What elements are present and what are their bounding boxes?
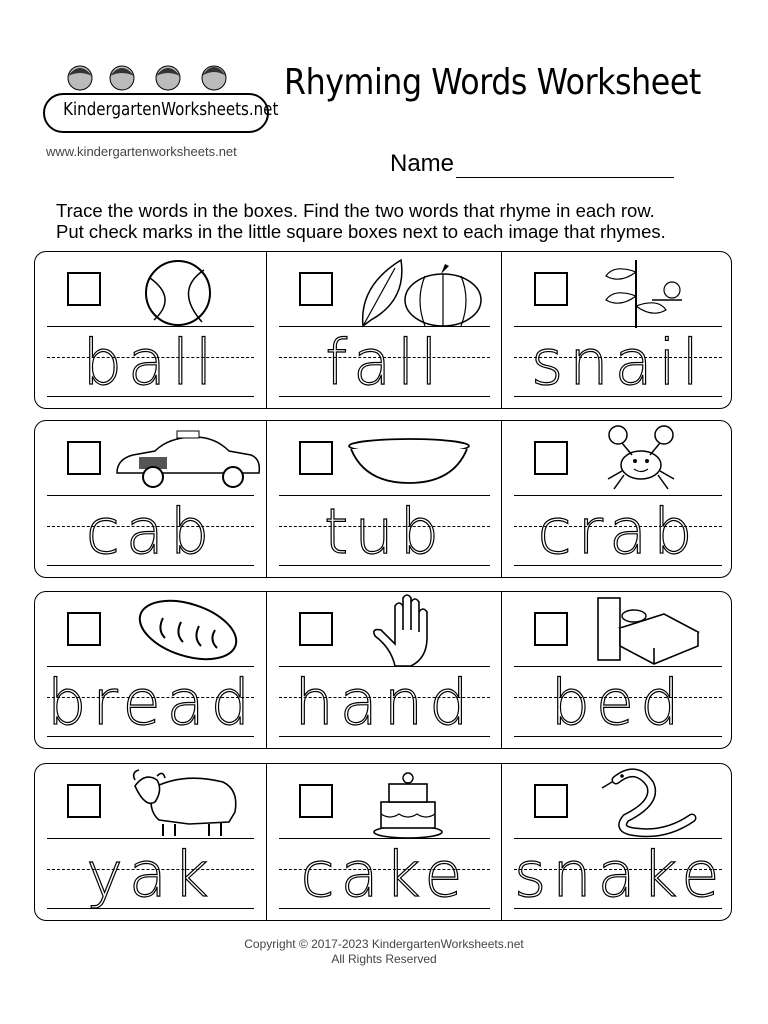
footer [0,937,768,967]
taxi-cab-icon [111,429,263,491]
snake-icon [598,766,698,840]
rhyme-checkbox[interactable] [67,272,101,306]
site-url[interactable]: www.kindergartenworksheets.net [46,144,237,159]
rhyme-checkbox[interactable] [67,612,101,646]
word-cell [35,421,266,577]
word-cell [501,764,734,920]
rhyme-checkbox[interactable] [534,612,568,646]
cake-icon [371,766,445,840]
rhyme-checkbox[interactable] [299,441,333,475]
instructions [56,200,736,242]
rhyme-checkbox[interactable] [299,784,333,818]
trace-word: hand [294,666,475,739]
worksheet-row [34,763,732,921]
worksheet-row [34,591,732,749]
rhyme-checkbox[interactable] [534,272,568,306]
instruction-line: Put check marks in the little square boxes next to each image that rhymes. [56,221,666,242]
copyright-text: Copyright © 2017-2023 KindergartenWorksheets.net [244,937,524,951]
rhyme-checkbox[interactable] [299,612,333,646]
bread-icon [135,598,241,662]
worksheet-row [34,420,732,578]
word-cell [35,252,266,408]
hand-icon [365,594,449,668]
yak-icon [129,766,241,840]
trace-word: cab [85,495,216,568]
bed-icon [594,594,702,668]
rhyme-checkbox[interactable] [67,784,101,818]
trace-word: tub [324,495,445,568]
trace-word: crab [537,495,699,568]
tub-icon [345,437,473,487]
word-cell [266,764,502,920]
word-cell [266,592,502,748]
word-cell [266,252,502,408]
page-title: Rhyming Words Worksheet [284,62,701,103]
trace-word: cake [300,838,469,911]
rhyme-checkbox[interactable] [534,784,568,818]
trace-word: bread [47,666,256,739]
name-blank[interactable] [456,151,674,178]
rhyme-checkbox[interactable] [67,441,101,475]
word-cell [501,252,734,408]
logo-text: KindergartenWorksheets.net [63,100,279,120]
worksheet-row [34,251,732,409]
word-cell [35,764,266,920]
name-field[interactable] [390,150,674,178]
site-logo [40,58,279,138]
trace-word: bed [550,666,686,739]
word-cell [35,592,266,748]
trace-word: snake [514,838,726,911]
trace-word: yak [86,838,215,911]
rhyme-checkbox[interactable] [299,272,333,306]
trace-word: fall [325,326,444,399]
name-label: Name [390,150,455,177]
word-cell [501,592,734,748]
word-cell [266,421,502,577]
rhyme-checkbox[interactable] [534,441,568,475]
crab-icon [600,421,682,495]
instruction-line: Trace the words in the boxes. Find the two words that rhyme in each row. [56,200,655,221]
rights-text: All Rights Reserved [331,952,437,966]
ball-icon [138,258,218,328]
snail-on-plant-icon [602,256,692,328]
trace-word: snail [530,326,706,399]
word-cell [501,421,734,577]
trace-word: ball [82,326,219,399]
fall-leaf-pumpkin-icon [355,256,485,328]
